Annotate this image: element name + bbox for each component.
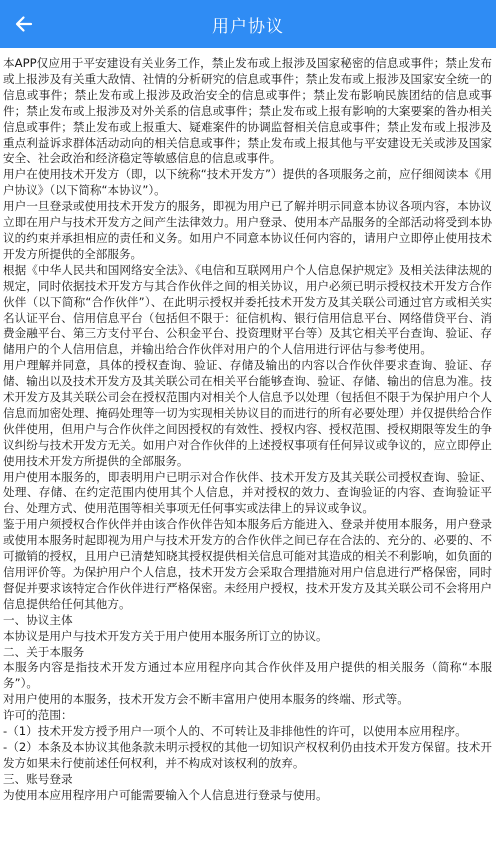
app-header <box>0 0 496 48</box>
agreement-paragraph: 根据《中华人民共和国网络安全法》、《电信和互联网用户个人信息保护规定》及相关法律法规的规定，同时依据技术开发方与其合作伙伴之间的相关协议，用户必须已明示授权技术开发方合作伙伴（以下简称“合作伙伴”）、在此明示授权并委托技术开发方及其关联公司通过官方或相关实名认证平台、信用信息平台（包括但不限于：征信机构、银行信用信息平台、网络借贷平台、消费金融平台、第三方支付平台、公积金平台、投资理财平台等）及其它相关平台查询、验证、存储用户的个人信用信息，并输出给合作伙伴对用户的个人信用进行评估与参考使用。 <box>3 262 492 357</box>
agreement-paragraph: 本协议是用户与技术开发方关于用户使用本服务所订立的协议。 <box>3 628 328 643</box>
section-heading: 二、关于本服务 <box>3 644 85 659</box>
agreement-paragraph: 本APP仅应用于平安建设有关业务工作，禁止发布或上报涉及国家秘密的信息或事件；禁止发布或上报涉及有关重大敌情、社情的分析研究的信息或事件；禁止发布或上报涉及国家安全统一的信息或事件；禁止发布或上报涉及政治安全的信息或事件；禁止发布影响民族团结的信息或事件；禁止发布或上报涉及对外关系的信息或事件；禁止发布或上报有影响的大案要案的昝办相关信息或事件；禁止发布或上报重大、疑难案件的协调监督相关信息或事件；禁止发布或上报涉及重点利益诉求群体活动动向的相关信息或事件；禁止发布或上报其他与平安建设无关或涉及国家安全、社会政治和经济稳定等敏感信息的信息或事件。 <box>3 56 492 166</box>
page-title: 用户协议 <box>212 16 284 37</box>
agreement-paragraph: 许可的范围： <box>3 708 73 723</box>
agreement-paragraph: 用户一旦登录或使用技术开发方的服务，即视为用户已了解并明示同意本协议各项内容，本协议立即在用户与技术开发方之间产生法律效力。用户登录、使用本产品服务的全部活动将受到本协议的约束并承担相应的责任和义务。如用户不同意本协议任何内容的，请用户立即停止使用技术开发方所提供的全部服务。 <box>3 199 492 261</box>
agreement-paragraph: 用户在使用技术开发方（即，以下统称“技术开发方”）提供的各项服务之前，应仔细阅读本《用户协议》（以下简称“本协议”）。 <box>3 167 492 198</box>
section-heading: 一、协议主体 <box>3 612 73 627</box>
back-button[interactable] <box>4 0 44 48</box>
agreement-paragraph: -（1）技术开发方授予用户一项个人的、不可转让及非排他性的许可，以使用本应用程序。 <box>3 724 467 739</box>
agreement-paragraph: 本服务内容是指技术开发方通过本应用程序向其合作伙伴及用户提供的相关服务（简称“本服务”）。 <box>3 660 492 691</box>
agreement-paragraph: 为使用本应用程序用户可能需要输入个人信息进行登录与使用。 <box>3 787 328 802</box>
agreement-paragraph: 对用户使用的本服务，技术开发方会不断丰富用户使用本服务的终端、形式等。 <box>3 692 409 707</box>
arrow-left-icon <box>14 14 34 34</box>
agreement-content[interactable] <box>0 56 496 866</box>
section-heading: 三、账号登录 <box>3 771 73 786</box>
agreement-paragraph: 鉴于用户须授权合作伙伴并由该合作伙伴告知本服务后方能进入、登录并使用本服务，用户登录或使用本服务时起即视为用户与技术开发方的合作伙伴之间已存在合法的、充分的、必要的、不可撤销的授权，且用户已清楚知晓其授权提供相关信息可能对其造成的相关不利影响，如负面的信用评价等。为保护用户个人信息，技术开发方会采取合理措施对用户信息进行严格保密，同时督促并要求该特定合作伙伴进行严格保密。未经用户授权，技术开发方及其关联公司不会将用户信息提供给任何其他方。 <box>3 517 492 611</box>
agreement-paragraph: 用户理解并同意，具体的授权查询、验证、存储及输出的内容以合作伙伴要求查询、验证、存储、输出以及技术开发方及其关联公司在相关平台能够查询、验证、存储、输出的信息为准。技术开发方及其关联公司会在授权范围内对相关个人信息予以处理（包括但不限于为保护用户个人信息而加密处理、掩码处理等一切为实现相关协议目的而进行的所有必要处理）并仅提供给合作伙伴使用，但用户与合作伙伴之间因授权的有效性、授权内容、授权范围、授权期限等发生的争议纠纷与技术开发方无关。如用户对合作伙伴的上述授权事项有任何异议或争议的，应立即停止使用技术开发方所提供的全部服务。 <box>3 358 492 468</box>
agreement-paragraph: -（2）本条及本协议其他条款未明示授权的其他一切知识产权权利仍由技术开发方保留。技术开发方如果未行使前述任何权利，并不构成对该权利的放弃。 <box>3 739 492 770</box>
agreement-paragraph: 用户使用本服务的，即表明用户已明示对合作伙伴、技术开发方及其关联公司授权查询、验证、处理、存储、在约定范围内使用其个人信息，并对授权的效力、查询验证的内容、查询验证平台、处理方式、使用范围等相关事项无任何事实或法律上的异议或争议。 <box>3 469 492 516</box>
